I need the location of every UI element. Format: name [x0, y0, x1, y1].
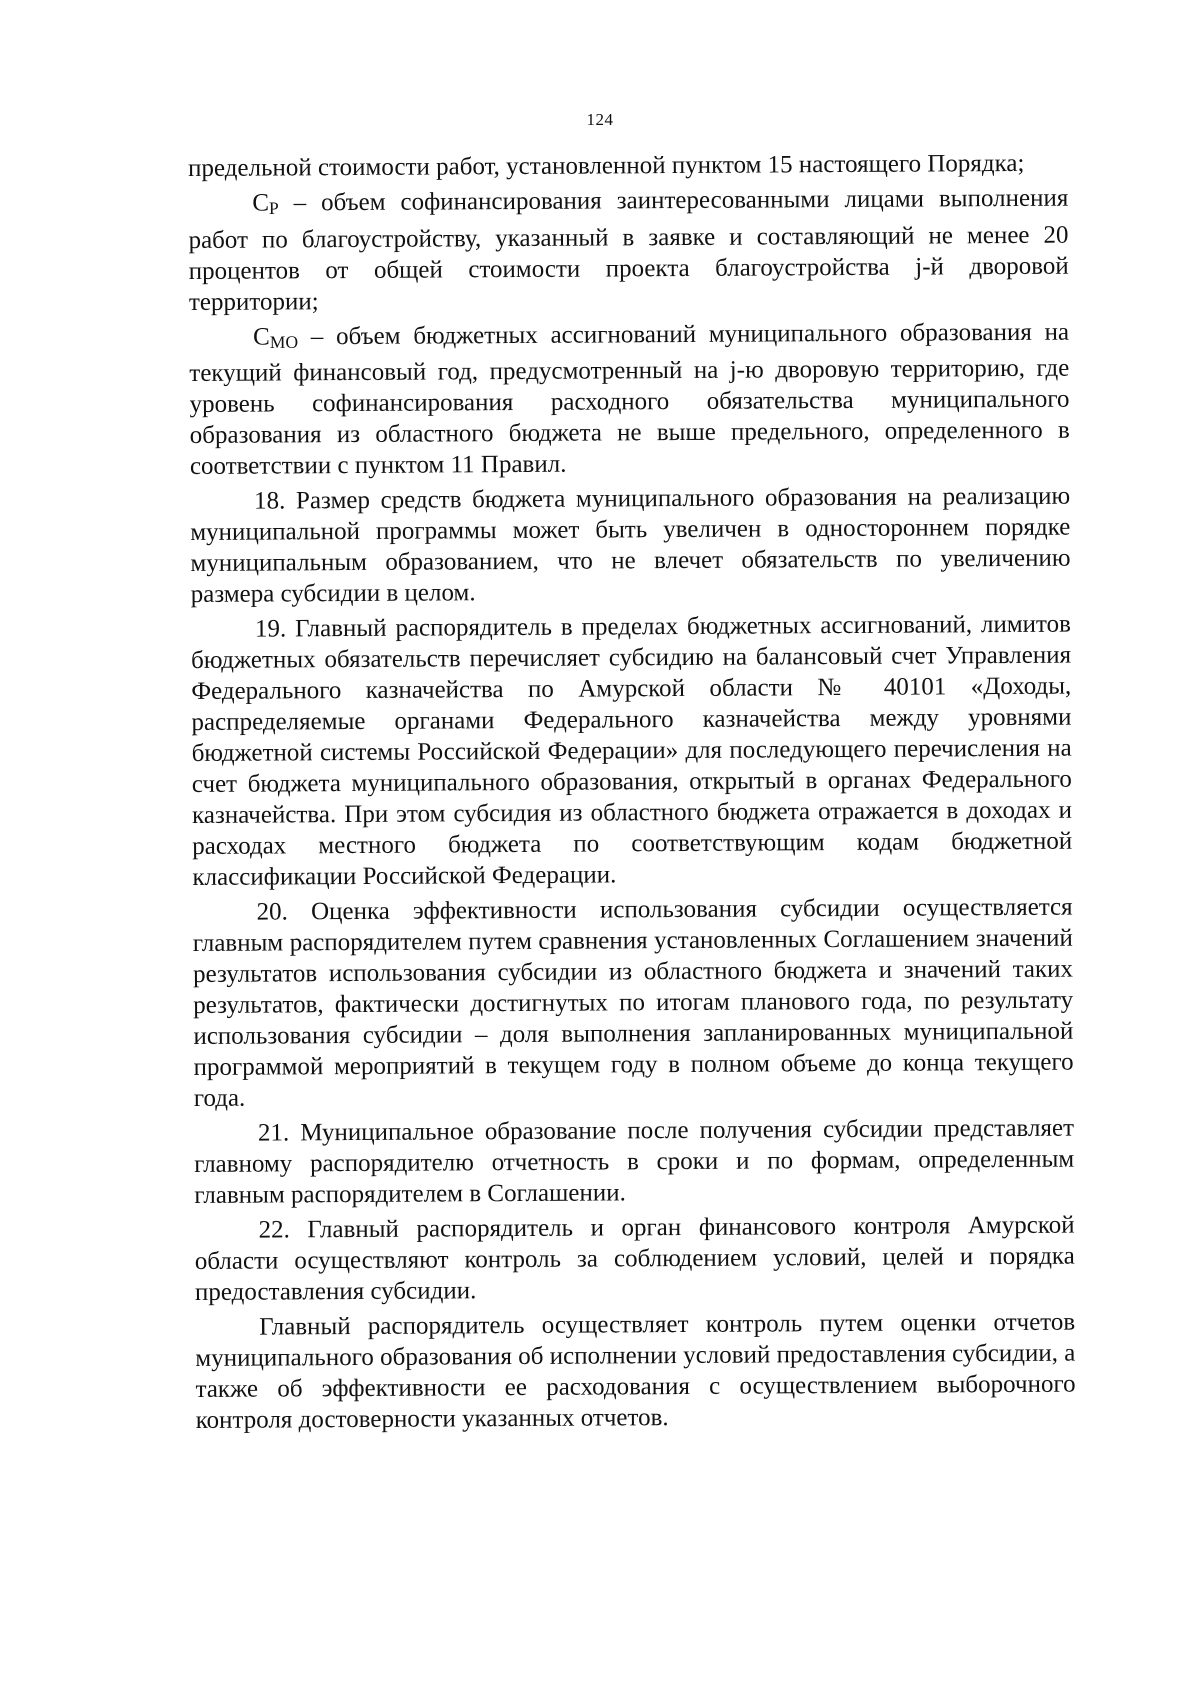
paragraph-cmo-definition [189, 316, 1070, 482]
cp-definition-text: – объем софинансирования заинтересованными лицами выполнения работ по благоустройству, указанный в заявке и составляющий не менее 20 процентов от общей стоимости проекта благоустройства j-й дворовой территории; [188, 184, 1069, 316]
symbol-c: С [253, 323, 270, 351]
symbol-subscript-mo: МО [269, 331, 299, 352]
paragraph-continuation: предельной стоимости работ, установленной пунктом 15 настоящего Порядка; [188, 149, 1025, 182]
paragraph-cp-definition [188, 183, 1069, 318]
paragraph-control: Главный распорядитель осуществляет контроль путем оценки отчетов муниципального образования об исполнении условий предоставления субсидии, а также об эффективности ее расходования с осуществлением выборочного контроля достоверности указанных отчетов. [195, 1308, 1076, 1434]
page-number: 124 [586, 110, 614, 129]
paragraph-22: 22. Главный распорядитель и орган финансового контроля Амурской области осуществляют контроль за соблюдением условий, целей и порядка предоставления субсидии. [194, 1211, 1075, 1306]
paragraph-21: 21. Муниципальное образование после получения субсидии представляет главному распорядителю отчетность в сроки и по формам, определенным главным распорядителем в Соглашении. [194, 1114, 1075, 1209]
paragraph-20: 20. Оценка эффективности использования субсидии осуществляется главным распорядителем путем сравнения установленных Соглашением значений результатов использования субсидии из областного бюджета и значений таких результатов, фактически достигнутых по итогам планового года, по результату использования субсидии – доля выполнения запланированных муниципальной программой мероприятий в текущем году в полном объеме до конца текущего года. [192, 893, 1074, 1112]
symbol-subscript-p: Р [268, 197, 279, 219]
document-body [188, 148, 1076, 1436]
paragraph-19: 19. Главный распорядитель в пределах бюджетных ассигнований, лимитов бюджетных обязательств перечисляет субсидию на балансовый счет Управления Федерального казначейства по Амурской области № 40101 «Доходы, распределяемые органами Федерального казначейства между уровнями бюджетной системы Российской Федерации» для последующего перечисления на счет бюджета муниципального образования, открытый в органах Федерального казначейства. При этом субсидия из областного бюджета отражается в доходах и расходах местного бюджета по соответствующим кодам бюджетной классификации Российской Федерации. [191, 610, 1073, 891]
paragraph-18: 18. Размер средств бюджета муниципального образования на реализацию муниципальной программы может быть увеличен в одностороннем порядке муниципальным образованием, что не влечет обязательств по увеличению размера субсидии в целом. [190, 482, 1071, 608]
cmo-definition-text: – объем бюджетных ассигнований муниципального образования на текущий финансовый год, предусмотренный на j-ю дворовую территорию, где уровень софинансирования расходного обязательства муниципального образования из областного бюджета не выше предельного, определенного в соответствии с пунктом 11 Правил. [189, 318, 1070, 480]
symbol-c: С [252, 189, 270, 217]
